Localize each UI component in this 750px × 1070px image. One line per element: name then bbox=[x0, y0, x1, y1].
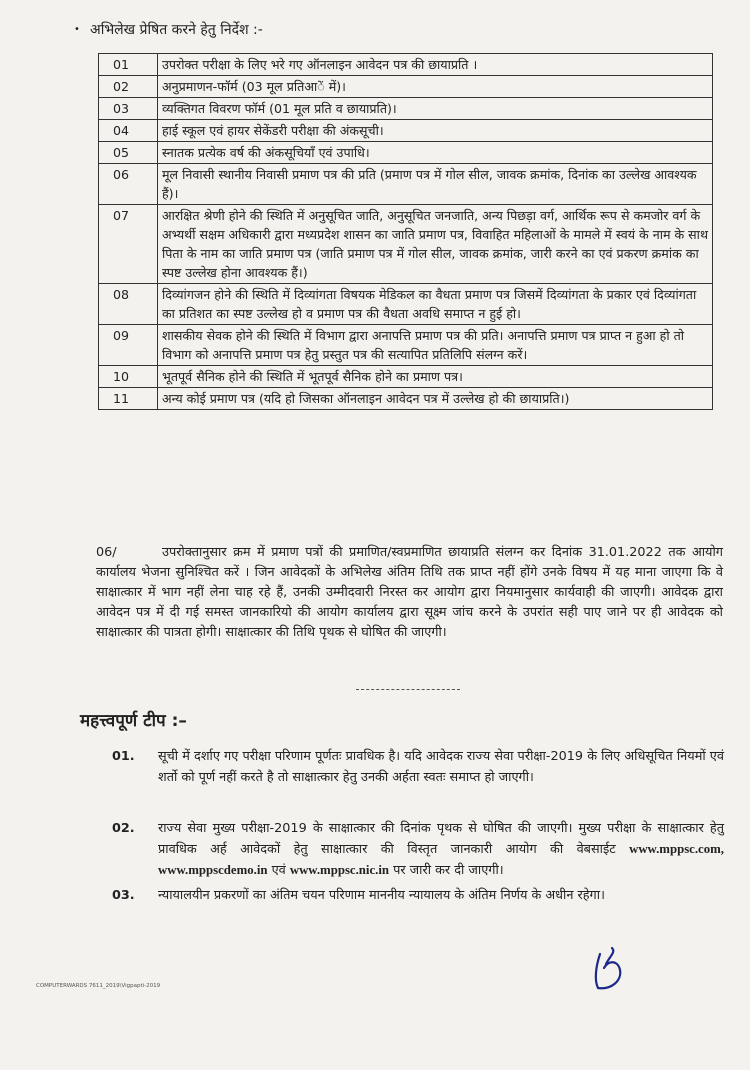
row-text: उपरोक्त परीक्षा के लिए भरे गए ऑनलाइन आवेदन पत्र की छायाप्रति । bbox=[158, 54, 713, 76]
row-number: 02 bbox=[99, 76, 158, 98]
file-reference: COMPUTERWARDS 7611_2019\Vigpapti-2019 bbox=[36, 983, 161, 989]
note-item bbox=[112, 818, 724, 881]
row-number: 09 bbox=[99, 325, 158, 366]
row-number: 11 bbox=[99, 388, 158, 410]
document-row bbox=[99, 142, 713, 164]
row-number: 08 bbox=[99, 284, 158, 325]
documents-table bbox=[98, 53, 713, 410]
row-number: 05 bbox=[99, 142, 158, 164]
row-text: व्यक्तिगत विवरण फॉर्म (01 मूल प्रति व छायाप्रति)। bbox=[158, 98, 713, 120]
note-number: 01. bbox=[112, 749, 135, 764]
note-item bbox=[112, 885, 724, 906]
important-notes-title: महत्त्वपूर्ण टीप :– bbox=[80, 711, 187, 731]
row-number: 04 bbox=[99, 120, 158, 142]
website-link[interactable]: www.mppsc.com, www.mppscdemo.in bbox=[158, 842, 724, 877]
bullet-mark: • bbox=[74, 24, 80, 35]
signature-image bbox=[582, 946, 642, 996]
note-number: 02. bbox=[112, 821, 135, 836]
row-text: मूल निवासी स्थानीय निवासी प्रमाण पत्र की प्रति (प्रमाण पत्र में गोल सील, जावक क्रमांक, दिनांक का उल्लेख आवश्यक हैं)। bbox=[158, 164, 713, 205]
row-text: हाई स्कूल एवं हायर सेकेंडरी परीक्षा की अंकसूची। bbox=[158, 120, 713, 142]
note-joiner: एवं bbox=[267, 863, 290, 878]
document-row bbox=[99, 388, 713, 410]
note-text-after: पर जारी कर दी जाएगी। bbox=[389, 863, 504, 878]
document-row bbox=[99, 54, 713, 76]
document-row bbox=[99, 325, 713, 366]
row-number: 07 bbox=[99, 205, 158, 284]
note-text: न्यायालयीन प्रकरणों का अंतिम चयन परिणाम माननीय न्यायालय के अंतिम निर्णय के अधीन रहेगा। bbox=[158, 888, 605, 903]
row-text: आरक्षित श्रेणी होने की स्थिति में अनुसूचित जाति, अनुसूचित जनजाति, अन्य पिछड़ा वर्ग, आर्थिक रूप से कमजोर वर्ग के अभ्यर्थी सक्षम अधिकारी द्वारा मध्यप्रदेश शासन का जाति प्रमाण पत्र, विवाहित महिलाओं के मामले में स्वयं के नाम के साथ पिता के नाम का जाति प्रमाण पत्र (जाति प्रमाण पत्र में गोल सील, जावक क्रमांक, जारी करने का एवं प्रकरण क्रमांक का स्पष्ट उल्लेख होना आवश्यक हैं।) bbox=[158, 205, 713, 284]
document-row bbox=[99, 120, 713, 142]
note-number: 03. bbox=[112, 888, 135, 903]
row-text: स्नातक प्रत्येक वर्ष की अंकसूचियाँ एवं उपाधि। bbox=[158, 142, 713, 164]
document-row bbox=[99, 164, 713, 205]
instructions-heading: अभिलेख प्रेषित करने हेतु निर्देश :- bbox=[90, 22, 263, 38]
note-item bbox=[112, 746, 724, 788]
row-text: शासकीय सेवक होने की स्थिति में विभाग द्वारा अनापत्ति प्रमाण पत्र की प्रति। अनापत्ति प्रमाण पत्र प्राप्त न हुआ हो तो विभाग को अनापत्ति प्रमाण पत्र हेतु प्रस्तुत पत्र की सत्यापित प्रतिलिपि संलग्न करें। bbox=[158, 325, 713, 366]
row-text: अनुप्रमाणन-फॉर्म (03 मूल प्रतिआें में)। bbox=[158, 76, 713, 98]
paragraph-number: 06/ bbox=[96, 545, 117, 560]
website-link[interactable]: www.mppsc.nic.in bbox=[289, 863, 390, 877]
document-row bbox=[99, 284, 713, 325]
row-text: भूतपूर्व सैनिक होने की स्थिति में भूतपूर्व सैनिक होने का प्रमाण पत्र। bbox=[158, 366, 713, 388]
document-row bbox=[99, 76, 713, 98]
row-text: अन्य कोई प्रमाण पत्र (यदि हो जिसका ऑनलाइन आवेदन पत्र में उल्लेख हो की छायाप्रति।) bbox=[158, 388, 713, 410]
section-divider bbox=[356, 689, 460, 690]
row-text: दिव्यांगजन होने की स्थिति में दिव्यांगता विषयक मेडिकल का वैधता प्रमाण पत्र जिसमें दिव्यांगता के प्रकार एवं दिव्यांगता का प्रतिशत का स्पष्ट उल्लेख हो व प्रमाण पत्र की वैधता अवधि समाप्त न हुई हो। bbox=[158, 284, 713, 325]
note-text-before: राज्य सेवा मुख्य परीक्षा-2019 के साक्षात्कार की दिनांक पृथक से घोषित की जाएगी। मुख्य परीक्षा के साक्षात्कार हेतु प्रावधिक अर्ह आवेदकों हेतु साक्षात्कार की विस्तृत जानकारी आयोग की वेबसाईट bbox=[158, 821, 724, 857]
document-row bbox=[99, 98, 713, 120]
document-row bbox=[99, 366, 713, 388]
submission-paragraph bbox=[96, 543, 723, 643]
document-row bbox=[99, 205, 713, 284]
row-number: 06 bbox=[99, 164, 158, 205]
row-number: 10 bbox=[99, 366, 158, 388]
paragraph-text: उपरोक्तानुसार क्रम में प्रमाण पत्रों की प्रमाणित/स्वप्रमाणित छायाप्रति संलग्न कर दिनांक 31.01.2022 तक आयोग कार्यालय भेजना सुनिश्चित करें । जिन आवेदकों के अभिलेख अंतिम तिथि तक प्राप्त नहीं होंगे उनके विषय में यह माना जाएगा कि वे साक्षात्कार में भाग नहीं लेना चाह रहे हैं, उनकी उम्मीदवारी निरस्त कर आयोग द्वारा नियमानुसार कार्यवाही की जाएगी। आवेदक द्वारा आवेदन पत्र में दी गई समस्त जानकारियो की आयोग कार्यालय द्वारा सूक्ष्म जांच करने के उपरांत सही पाए जाने पर ही आवेदक को साक्षात्कार की पात्रता होगी। साक्षात्कार की तिथि पृथक से घोषित की जाएगी। bbox=[96, 545, 723, 640]
row-number: 01 bbox=[99, 54, 158, 76]
note-text bbox=[158, 818, 724, 881]
note-text: सूची में दर्शाए गए परीक्षा परिणाम पूर्णतः प्रावधिक है। यदि आवेदक राज्य सेवा परीक्षा-2019 के लिए अधिसूचित नियमों एवं शर्तो को पूर्ण नहीं करते है तो साक्षात्कार हेतु उनकी अर्हता स्वतः समाप्त हो जाएगी। bbox=[158, 749, 724, 785]
row-number: 03 bbox=[99, 98, 158, 120]
